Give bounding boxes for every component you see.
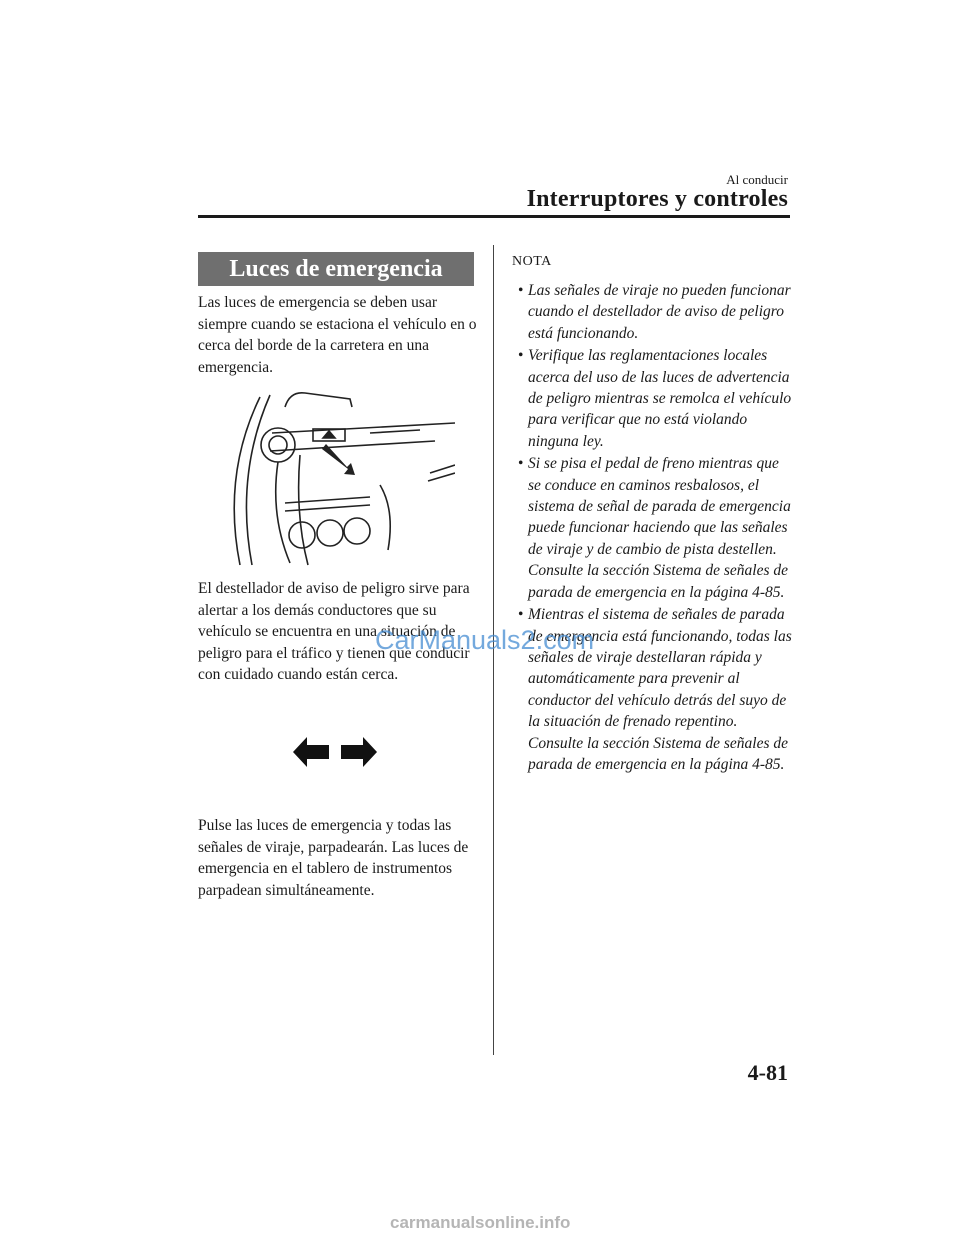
header-rule bbox=[198, 215, 790, 218]
note-text: Si se pisa el pedal de freno mientras que se conduce en caminos resbalosos, el sistema de señal de parada de emergencia puede funcionar haciendo que las señales de viraje y de cambio de pista destellen. Consulte la sección Sistema de señales de parada de emergencia en la página 4-85. bbox=[528, 455, 791, 601]
operation-paragraph: Pulse las luces de emergencia y todas las señales de viraje, parpadearán. Las luces de emergencia en el tablero de instrumentos parpadean simultáneamente. bbox=[198, 817, 469, 899]
bullet-icon: • bbox=[518, 606, 524, 624]
watermark: CarManuals2.com bbox=[375, 625, 595, 655]
note-text: Las señales de viraje no pueden funcionar cuando el destellador de aviso de peligro está funcionando. bbox=[528, 282, 791, 342]
page-number: 4-81 bbox=[747, 1060, 788, 1085]
hazard-switch-illustration bbox=[230, 385, 455, 570]
note-item bbox=[514, 280, 794, 344]
chapter-header: Interruptores y controles bbox=[526, 186, 788, 212]
note-text: Mientras el sistema de señales de parada de emergencia está funcionando, todas las señales de viraje destellaran rápida y automáticamente para prevenir al conductor del vehículo detrás del suyo de la situación de frenado repentino. Consulte la sección Sistema de señales de parada de emergencia en la página 4-85. bbox=[528, 606, 792, 773]
section-header: Al conducir bbox=[726, 172, 788, 187]
note-text: Verifique las reglamentaciones locales acerca del uso de las luces de advertencia de peligro mientras se remolca el vehículo para verificar que no está violando ninguna ley. bbox=[528, 347, 792, 450]
intro-paragraph: Las luces de emergencia se deben usar siempre cuando se estaciona el vehículo en o cerca del borde de la carretera en una emergencia. bbox=[198, 294, 477, 376]
footer-watermark: carmanualsonline.info bbox=[390, 1213, 571, 1232]
bullet-icon: • bbox=[518, 455, 524, 473]
section-title: Luces de emergencia bbox=[198, 252, 474, 286]
note-list bbox=[514, 280, 794, 776]
turn-signal-arrows-icon bbox=[293, 737, 377, 767]
note-label: NOTA bbox=[512, 254, 552, 269]
flasher-paragraph: El destellador de aviso de peligro sirve para alertar a los demás conductores que su vehículo se encuentra en una situación de peligro para el tráfico y tienen que conducir con cuidado cuando están cerca. bbox=[198, 580, 470, 683]
bullet-icon: • bbox=[518, 347, 524, 365]
bullet-icon: • bbox=[518, 282, 524, 299]
note-item bbox=[514, 345, 794, 452]
note-item bbox=[514, 453, 794, 603]
